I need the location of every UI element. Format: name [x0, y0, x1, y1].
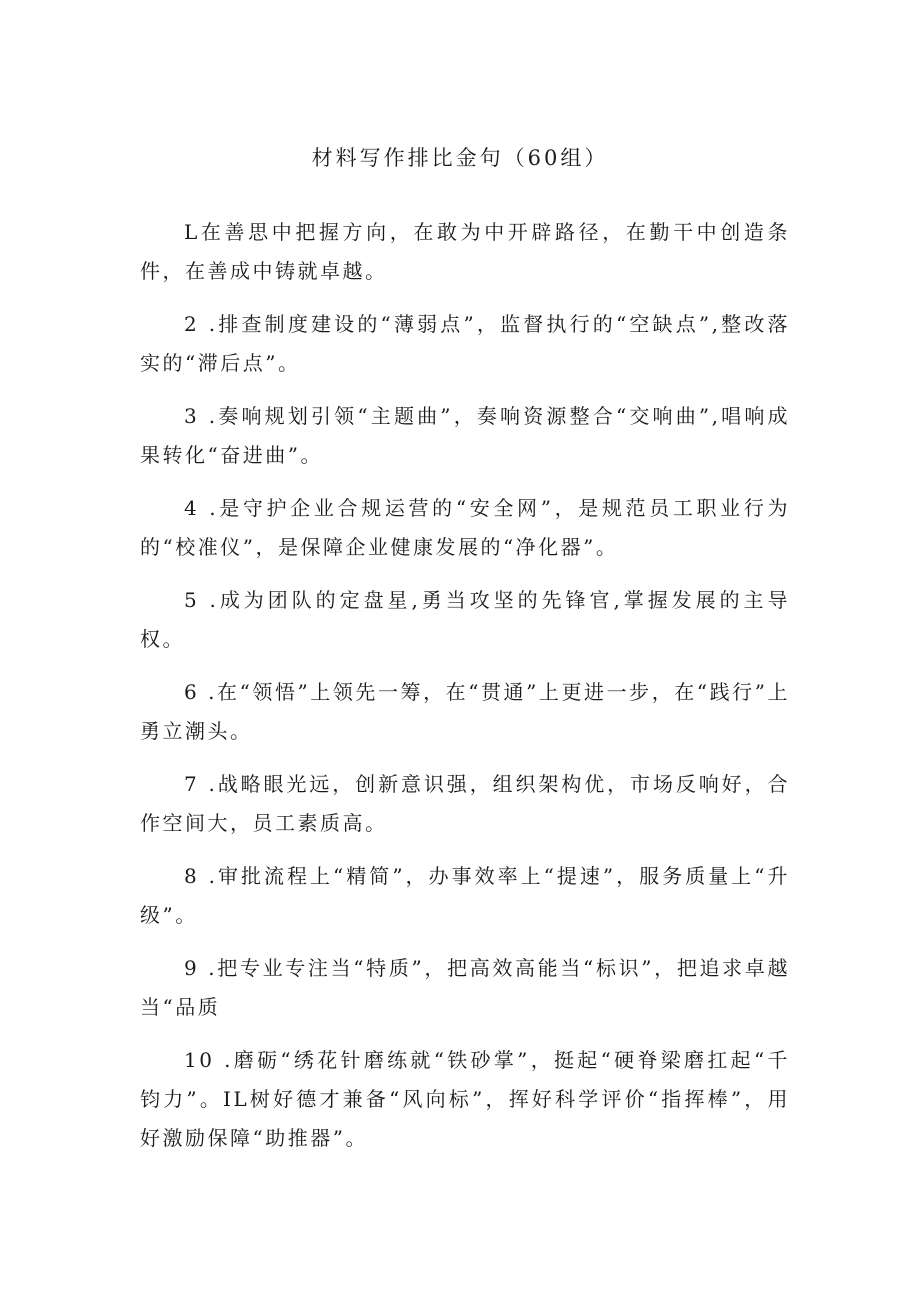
document-body: [140, 213, 790, 1172]
paragraph: 3 .奏响规划引领“主题曲”，奏响资源整合“交响曲”,唱响成果转化“奋进曲”。: [140, 404, 790, 467]
paragraph: 9 .把专业专注当“特质”，把高效高能当“标识”，把追求卓越当“品质: [140, 956, 790, 1019]
paragraph: 2 .排查制度建设的“薄弱点”，监督执行的“空缺点”,整改落实的“滞后点”。: [140, 312, 790, 375]
paragraph: 6 .在“领悟”上领先一筹，在“贯通”上更进一步，在“践行”上勇立潮头。: [140, 680, 790, 743]
paragraph: 8 .审批流程上“精简”，办事效率上“提速”，服务质量上“升级”。: [140, 864, 790, 927]
paragraph: 10 .磨砺“绣花针磨练就“铁砂掌”，挺起“硬脊梁磨扛起“千钧力”。IL树好德才兼备“风向标”，挥好科学评价“指挥棒”，用好激励保障“助推器”。: [140, 1048, 790, 1150]
paragraph: L在善思中把握方向，在敢为中开辟路径，在勤干中创造条件，在善成中铸就卓越。: [140, 220, 790, 283]
document-title: 材料写作排比金句（60组）: [311, 146, 609, 170]
paragraph: 5 .成为团队的定盘星,勇当攻坚的先锋官,掌握发展的主导权。: [140, 588, 790, 651]
paragraph: 7 .战略眼光远，创新意识强，组织架构优，市场反响好，合作空间大，员工素质高。: [140, 772, 790, 835]
paragraph: 4 .是守护企业合规运营的“安全网”，是规范员工职业行为的“校准仪”，是保障企业健康发展的“净化器”。: [140, 496, 790, 559]
